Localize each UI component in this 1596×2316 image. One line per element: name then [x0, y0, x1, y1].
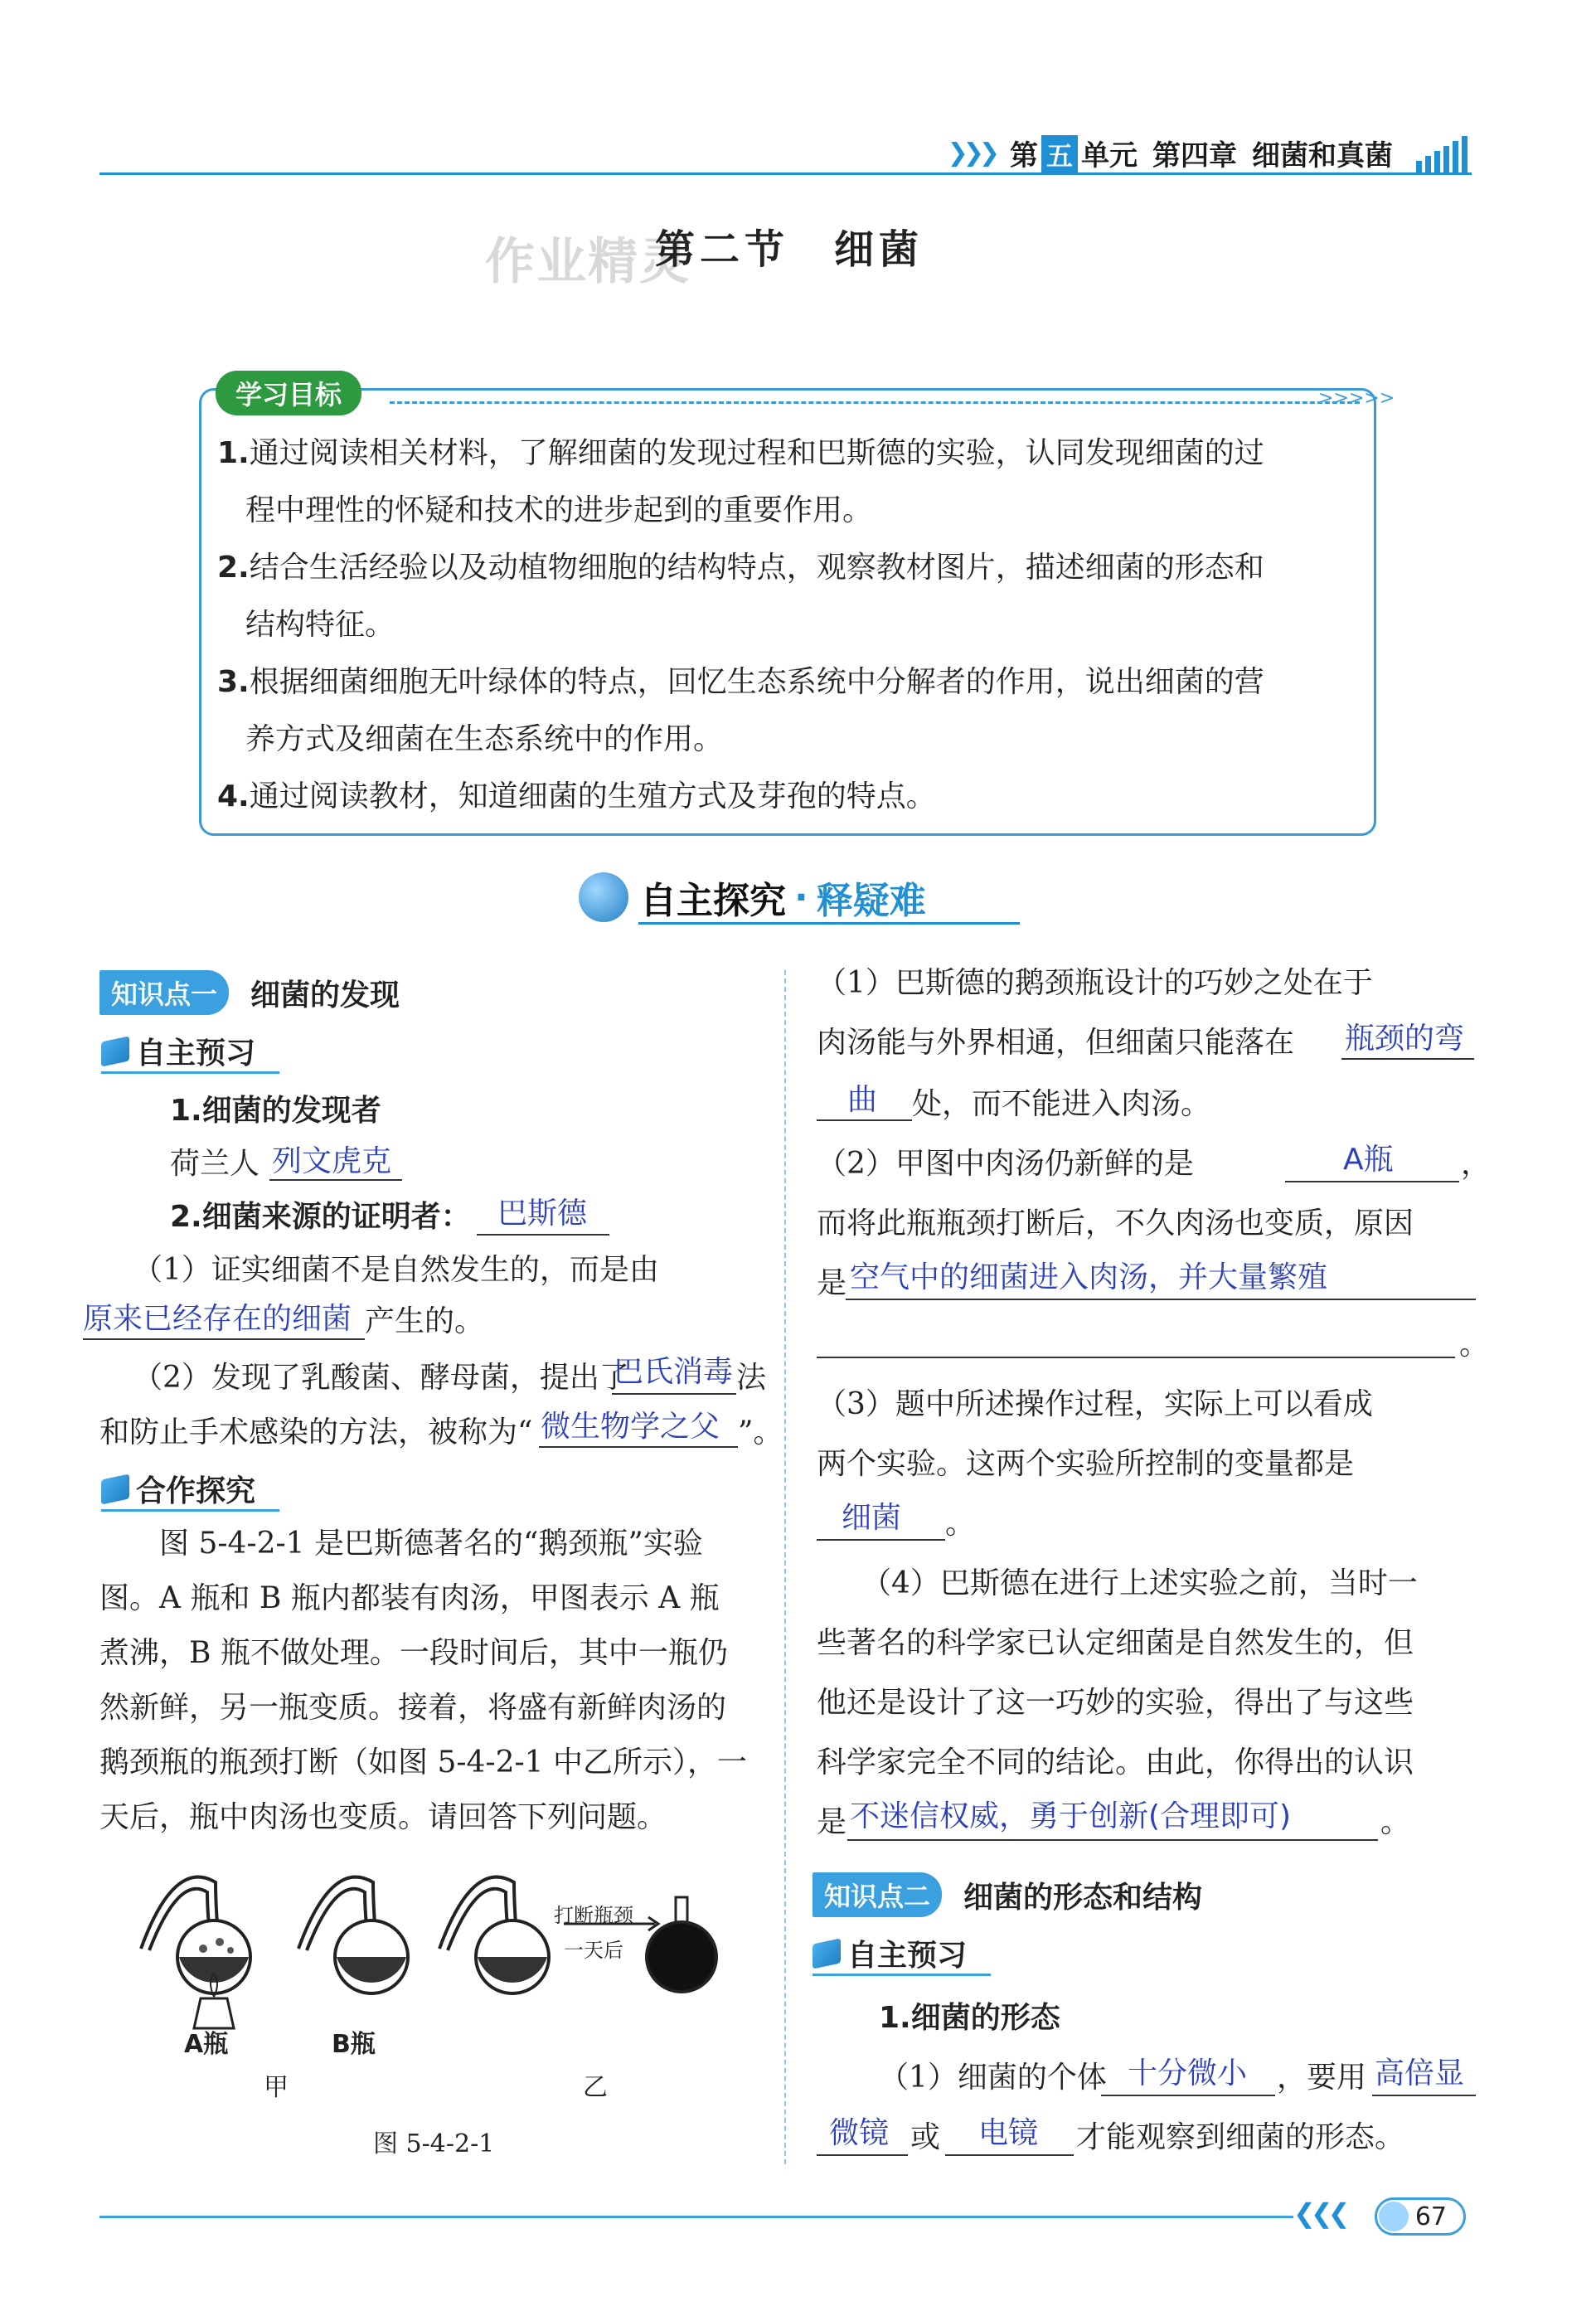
r4-line: 他还是设计了这一巧妙的实验，得出了与这些	[817, 1686, 1414, 1720]
r4-prefix: 是	[817, 1805, 847, 1839]
footer-arrows-icon: ❮❮❮	[1293, 2197, 1346, 2229]
coop-line: 图。A 瓶和 B 瓶内都装有肉汤，甲图表示 A 瓶	[99, 1581, 720, 1615]
footer-rule	[99, 2216, 1293, 2218]
r3-text: （3）题中所述操作过程，实际上可以看成	[817, 1387, 1373, 1421]
q1-prefix: 荷兰人	[170, 1147, 260, 1181]
goals-arrows-icon: >>>>>	[1318, 388, 1395, 409]
answer-blank	[1341, 1058, 1474, 1060]
q2-2-end: ”。	[738, 1415, 783, 1449]
s1-or: 或	[910, 2120, 941, 2154]
page-number-badge	[1375, 2197, 1466, 2236]
q2-2-answer: 巴氏消毒	[614, 1355, 734, 1389]
page-title: 第二节 细菌	[655, 226, 924, 273]
r4-line: 科学家完全不同的结论。由此，你得出的认识	[817, 1745, 1414, 1779]
answer-blank	[539, 1446, 738, 1448]
answer-blank	[477, 1234, 609, 1236]
s1-text2: ，要用	[1277, 2061, 1367, 2095]
label-yi: 乙	[583, 2073, 608, 2102]
flask-broken-before	[439, 1877, 549, 1993]
r1-answer1: 瓶颈的弯	[1345, 1022, 1465, 1056]
subsection-coop: 合作探究	[101, 1468, 255, 1510]
learning-goals-tag: 学习目标	[216, 371, 361, 415]
q2-2-text2: 和防止手术感染的方法，被称为“	[99, 1415, 533, 1449]
label-flask-a: A瓶	[184, 2030, 229, 2059]
book-icon	[813, 1938, 841, 1969]
goals-dashed-rule	[390, 401, 1360, 404]
answer-blank	[1372, 2095, 1476, 2096]
arrow-label-bottom: 一天后	[564, 1939, 623, 1962]
subsection-rule	[813, 1974, 991, 1976]
r2-text2: 而将此瓶瓶颈打断后，不久肉汤也变质，原因	[817, 1207, 1414, 1241]
q2-2-tail: 法	[736, 1361, 767, 1395]
flask-a	[141, 1877, 250, 2028]
answer-blank	[847, 1839, 1378, 1841]
r3-text2: 两个实验。这两个实验所控制的变量都是	[817, 1447, 1355, 1481]
flask-broken-after	[647, 1897, 716, 1992]
answer-blank	[83, 1338, 365, 1340]
coop-line: 图 5-4-2-1 是巴斯德著名的“鹅颈瓶”实验	[99, 1527, 703, 1561]
r4-answer: 不迷信权威，勇于创新(合理即可)	[850, 1799, 1292, 1833]
s1-title: 1.细菌的形态	[879, 2001, 1060, 2035]
answer-blank	[817, 1539, 945, 1541]
banner-part1: 自主探究	[640, 880, 786, 922]
subsection-rule	[101, 1509, 279, 1512]
goal-item: 4.通过阅读教材，知道细菌的生殖方式及芽孢的特点。	[217, 779, 936, 813]
column-divider	[784, 970, 786, 2164]
r4-line: （4）巴斯德在进行上述实验之前，当时一	[817, 1566, 1418, 1600]
r2-text: （2）甲图中肉汤仍新鲜的是	[817, 1147, 1194, 1181]
r3-answer: 细菌	[842, 1501, 902, 1535]
banner-underline	[638, 922, 1020, 925]
header-rule	[99, 172, 1472, 175]
label-jia: 甲	[264, 2073, 289, 2102]
q2-1-tail: 产生的。	[365, 1304, 485, 1338]
r2-answer: A瓶	[1343, 1143, 1394, 1177]
bars-icon	[1416, 134, 1467, 172]
kp-title: 细菌的发现	[250, 978, 400, 1012]
r2-end: 。	[1459, 1328, 1490, 1362]
subsection-preview: 自主预习	[101, 1030, 255, 1072]
section-banner	[579, 871, 926, 924]
s1-answer1: 十分微小	[1128, 2056, 1248, 2090]
r4-end: 。	[1380, 1805, 1411, 1839]
r1-text2: 肉汤能与外界相通，但细菌只能落在	[817, 1026, 1295, 1060]
badge-blob	[1379, 2202, 1409, 2231]
coop-line: 然新鲜，另一瓶变质。接着，将盛有新鲜肉汤的	[99, 1691, 727, 1725]
goal-item: 1.通过阅读相关材料，了解细菌的发现过程和巴斯德的实验，认同发现细菌的过 程中理性的怀疑和技术的进步起到的重要作用。	[217, 436, 1264, 527]
q1-answer: 列文虎克	[272, 1144, 392, 1178]
r1-text: （1）巴斯德的鹅颈瓶设计的巧妙之处在于	[817, 966, 1373, 1000]
banner-dot: ·	[794, 876, 808, 919]
coop-line: 鹅颈瓶的瓶颈打断（如图 5-4-2-1 中乙所示），一	[99, 1745, 747, 1779]
answer-blank	[817, 1119, 912, 1121]
answer-blank	[612, 1393, 736, 1395]
goal-item: 3.根据细菌细胞无叶绿体的特点，回忆生态系统中分解者的作用，说出细菌的营 养方式及细菌在生态系统中的作用。	[217, 665, 1264, 756]
label-flask-b: B瓶	[332, 2030, 376, 2059]
r1-answer2: 曲	[847, 1083, 878, 1117]
arrows-icon: ❯❯❯	[947, 138, 995, 168]
globe-icon	[579, 872, 628, 922]
running-header	[948, 133, 1467, 173]
r2-comma: ，	[1461, 1147, 1492, 1181]
banner-part2: 释疑难	[816, 880, 926, 922]
answer-blank	[945, 2154, 1074, 2156]
coop-line: 煮沸，B 瓶不做处理。一段时间后，其中一瓶仍	[99, 1636, 728, 1670]
unit-label: 第 五 单元	[1010, 133, 1138, 173]
knowledge-point-2	[813, 1872, 1202, 1917]
chapter-title: 细菌和真菌	[1252, 139, 1393, 172]
page-number: 67	[1414, 2202, 1447, 2231]
s1-answer2: 高倍显	[1375, 2056, 1465, 2090]
q1-title: 1.细菌的发现者	[170, 1094, 381, 1128]
r1-tail: 处，而不能进入肉汤。	[912, 1087, 1211, 1121]
kp-tag: 知识点二	[813, 1872, 942, 1917]
r3-end: 。	[945, 1507, 976, 1541]
kp-tag: 知识点一	[99, 970, 229, 1015]
flask-b	[298, 1877, 408, 1993]
s1-answer3: 微镜	[829, 2116, 890, 2150]
q2-title: 2.细菌来源的证明者：	[170, 1200, 471, 1234]
s1-text: （1）细菌的个体	[879, 2061, 1107, 2095]
answer-blank	[1101, 2095, 1275, 2096]
kp-title: 细菌的形态和结构	[963, 1880, 1203, 1915]
q2-answer: 巴斯德	[497, 1197, 588, 1231]
book-icon	[101, 1474, 129, 1504]
answer-blank	[846, 1299, 1476, 1300]
r4-line: 些著名的科学家已认定细菌是自然发生的，但	[817, 1626, 1414, 1660]
q2-1-text: （1）证实细菌不是自然发生的，而是由	[133, 1253, 659, 1287]
r2-answer2: 空气中的细菌进入肉汤，并大量繁殖	[850, 1260, 1328, 1294]
s1-tail: 才能观察到细菌的形态。	[1076, 2120, 1405, 2154]
book-icon	[101, 1036, 129, 1066]
answer-blank	[817, 2154, 908, 2156]
goal-item: 2.结合生活经验以及动植物细胞的结构特点，观察教材图片，描述细菌的形态和 结构特征。	[217, 551, 1264, 642]
r2-text3: 是	[817, 1266, 847, 1300]
answer-blank	[1285, 1181, 1459, 1182]
s1-answer4: 电镜	[978, 2116, 1039, 2150]
q2-2-text: （2）发现了乳酸菌、酵母菌，提出了	[133, 1361, 629, 1395]
chapter-label: 第四章	[1152, 139, 1237, 172]
subsection-rule	[101, 1071, 279, 1074]
answer-blank	[817, 1357, 1455, 1358]
watermark: 作业精灵	[485, 233, 691, 291]
subsection-preview-2: 自主预习	[813, 1932, 967, 1974]
coop-line: 天后，瓶中肉汤也变质。请回答下列问题。	[99, 1800, 667, 1834]
q2-2-answer2: 微生物学之父	[541, 1410, 720, 1444]
q2-1-answer: 原来已经存在的细菌	[83, 1302, 352, 1336]
arrow-label-top: 打断瓶颈	[554, 1904, 633, 1927]
figure-caption: 图 5-4-2-1	[373, 2129, 495, 2158]
knowledge-point-1	[99, 970, 400, 1015]
